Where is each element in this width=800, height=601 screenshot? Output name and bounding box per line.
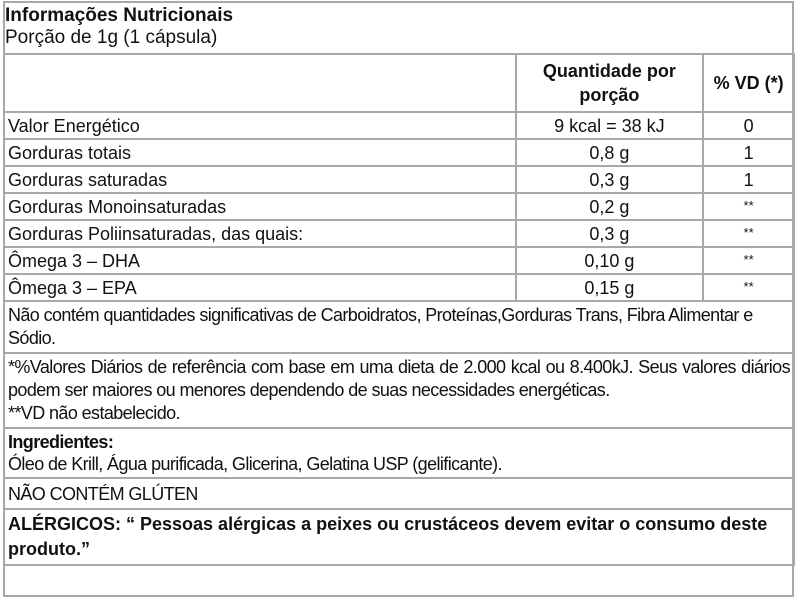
nutrition-table	[3, 53, 795, 566]
nutrient-amount: 0,15 g	[516, 274, 704, 301]
daily-values-row	[4, 353, 794, 428]
table-row	[4, 247, 794, 274]
nutrient-vd: **	[703, 220, 794, 247]
nutrient-vd: 0	[703, 112, 794, 139]
header-quantity	[516, 54, 704, 112]
ingredients-label: Ingredientes:	[8, 432, 114, 452]
nutrient-name: Gorduras Poliinsaturadas, das quais:	[4, 220, 516, 247]
table-row	[4, 274, 794, 301]
title-block	[5, 5, 233, 49]
allergens-row	[4, 509, 794, 565]
nutrient-amount: 0,3 g	[516, 220, 704, 247]
daily-values-note: *%Valores Diários de referência com base em uma dieta de 2.000 kcal ou 8.400kJ. Seus valores diários podem ser maiores ou menores dependendo de suas necessidades energéticas.	[8, 357, 790, 400]
header-quantity-line2: porção	[579, 85, 640, 105]
table-row	[4, 166, 794, 193]
table-row	[4, 193, 794, 220]
nutrient-vd: **	[703, 193, 794, 220]
nutrient-name: Gorduras saturadas	[4, 166, 516, 193]
ingredients-cell	[4, 428, 794, 478]
header-nutrient	[4, 54, 516, 112]
nutrient-vd: **	[703, 247, 794, 274]
header-vd: % VD (*)	[703, 54, 794, 112]
nutrient-vd: 1	[703, 166, 794, 193]
ingredients-row	[4, 428, 794, 478]
allergens-note: ALÉRGICOS: “ Pessoas alérgicas a peixes ou crustáceos devem evitar o consumo deste produto.”	[4, 509, 794, 565]
not-contains-note: Não contém quantidades significativas de Carboidratos, Proteínas,Gorduras Trans, Fibra Alimentar e Sódio.	[4, 301, 794, 353]
nutrient-vd: 1	[703, 139, 794, 166]
vd-not-established-note: **VD não estabelecido.	[8, 403, 180, 423]
page-title: Informações Nutricionais	[5, 5, 234, 26]
nutrient-amount: 0,10 g	[516, 247, 704, 274]
table-row	[4, 112, 794, 139]
table-row	[4, 139, 794, 166]
daily-values-cell	[4, 353, 794, 428]
nutrient-name: Ômega 3 – DHA	[4, 247, 516, 274]
nutrient-vd: **	[703, 274, 794, 301]
nutrient-amount: 0,2 g	[516, 193, 704, 220]
nutrient-amount: 0,3 g	[516, 166, 704, 193]
ingredients-text: Óleo de Krill, Água purificada, Glicerina, Gelatina USP (gelificante).	[8, 454, 502, 474]
nutrient-name: Gorduras totais	[4, 139, 516, 166]
nutrient-amount: 9 kcal = 38 kJ	[516, 112, 704, 139]
nutrient-name: Valor Energético	[4, 112, 516, 139]
table-header-row	[4, 54, 794, 112]
gluten-note: NÃO CONTÉM GLÚTEN	[4, 478, 794, 509]
table-row	[4, 220, 794, 247]
serving-size: Porção de 1g (1 cápsula)	[5, 27, 218, 48]
nutrient-name: Gorduras Monoinsaturadas	[4, 193, 516, 220]
gluten-row	[4, 478, 794, 509]
header-quantity-line1: Quantidade por	[542, 61, 676, 81]
nutrient-amount: 0,8 g	[516, 139, 704, 166]
not-contains-row	[4, 301, 794, 353]
nutrient-name: Ômega 3 – EPA	[4, 274, 516, 301]
